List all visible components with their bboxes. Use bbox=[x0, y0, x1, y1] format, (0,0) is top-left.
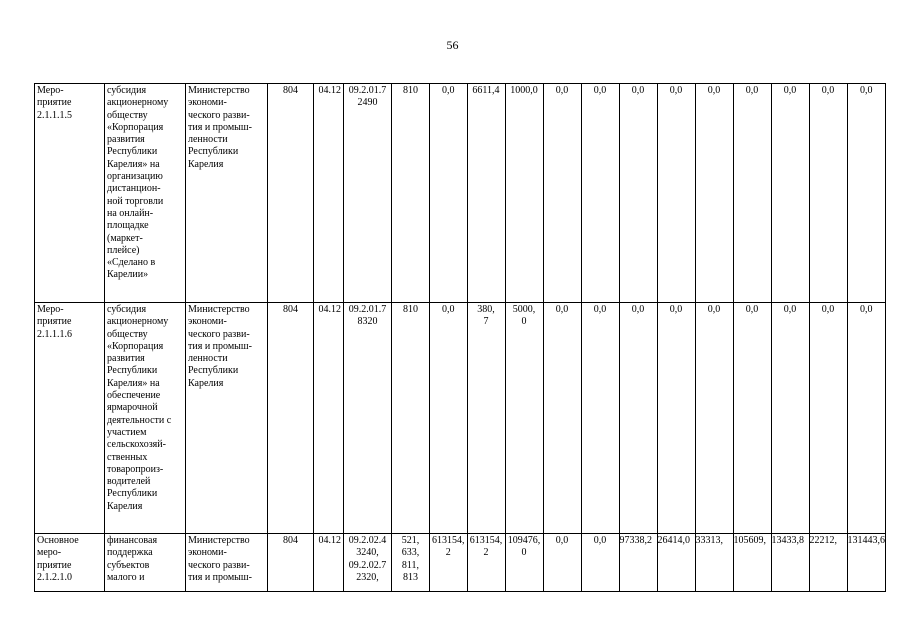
value-cell: 0,0 bbox=[809, 303, 847, 534]
responsible-cell: Министерство экономи- ческого разви- тия и промыш- bbox=[186, 534, 268, 592]
grbs-cell: 804 bbox=[268, 303, 314, 534]
event-description-cell: субсидия акционерному обществу «Корпорация развития Республики Карелия» на организацию дистанцион- ной торговли на онлайн- площадке (маркет- плейсе) «Сделано в Карелии» bbox=[105, 84, 186, 303]
value-cell: 0,0 bbox=[543, 84, 581, 303]
value-cell: 380, 7 bbox=[467, 303, 505, 534]
value-cell: 613154, 2 bbox=[467, 534, 505, 592]
value-cell: 13433,8 bbox=[771, 534, 809, 592]
value-cell: 0,0 bbox=[657, 303, 695, 534]
grbs-cell: 804 bbox=[268, 534, 314, 592]
value-cell: 0,0 bbox=[847, 84, 886, 303]
value-cell: 0,0 bbox=[581, 534, 619, 592]
expense-type-cell: 521, 633, 811, 813 bbox=[392, 534, 430, 592]
target-article-cell: 09.2.01.7 8320 bbox=[344, 303, 392, 534]
table-row bbox=[35, 303, 886, 534]
value-cell: 0,0 bbox=[430, 303, 468, 534]
event-code-cell: Основное меро- приятие 2.1.2.1.0 bbox=[35, 534, 105, 592]
expense-type-cell: 810 bbox=[392, 303, 430, 534]
value-cell: 0,0 bbox=[771, 84, 809, 303]
value-cell: 22212, bbox=[809, 534, 847, 592]
value-cell: 0,0 bbox=[809, 84, 847, 303]
budget-table bbox=[34, 83, 886, 592]
grbs-cell: 804 bbox=[268, 84, 314, 303]
value-cell: 0,0 bbox=[581, 303, 619, 534]
event-code-cell: Меро- приятие 2.1.1.1.6 bbox=[35, 303, 105, 534]
value-cell: 105609, bbox=[733, 534, 771, 592]
expense-type-cell: 810 bbox=[392, 84, 430, 303]
section-cell: 04.12 bbox=[314, 534, 344, 592]
value-cell: 0,0 bbox=[657, 84, 695, 303]
responsible-cell: Министерство экономи- ческого разви- тия и промыш- ленности Республики Карелия bbox=[186, 84, 268, 303]
event-code-cell: Меро- приятие 2.1.1.1.5 bbox=[35, 84, 105, 303]
value-cell: 0,0 bbox=[430, 84, 468, 303]
value-cell: 0,0 bbox=[733, 84, 771, 303]
value-cell: 0,0 bbox=[543, 534, 581, 592]
value-cell: 0,0 bbox=[733, 303, 771, 534]
page-number: 56 bbox=[446, 38, 459, 52]
responsible-cell: Министерство экономи- ческого разви- тия и промыш- ленности Республики Карелия bbox=[186, 303, 268, 534]
value-cell: 6611,4 bbox=[467, 84, 505, 303]
value-cell: 1000,0 bbox=[505, 84, 543, 303]
value-cell: 97338,2 bbox=[619, 534, 657, 592]
target-article-cell: 09.2.02.4 3240, 09.2.02.7 2320, bbox=[344, 534, 392, 592]
value-cell: 0,0 bbox=[543, 303, 581, 534]
table-row bbox=[35, 84, 886, 303]
target-article-cell: 09.2.01.7 2490 bbox=[344, 84, 392, 303]
value-cell: 0,0 bbox=[619, 303, 657, 534]
section-cell: 04.12 bbox=[314, 84, 344, 303]
value-cell: 0,0 bbox=[695, 84, 733, 303]
event-description-cell: финансовая поддержка субъектов малого и bbox=[105, 534, 186, 592]
value-cell: 131443,6 bbox=[847, 534, 886, 592]
value-cell: 0,0 bbox=[581, 84, 619, 303]
value-cell: 5000, 0 bbox=[505, 303, 543, 534]
value-cell: 109476, 0 bbox=[505, 534, 543, 592]
value-cell: 613154, 2 bbox=[430, 534, 468, 592]
value-cell: 26414,0 bbox=[657, 534, 695, 592]
table-row bbox=[35, 534, 886, 592]
value-cell: 33313, bbox=[695, 534, 733, 592]
value-cell: 0,0 bbox=[695, 303, 733, 534]
section-cell: 04.12 bbox=[314, 303, 344, 534]
value-cell: 0,0 bbox=[847, 303, 886, 534]
value-cell: 0,0 bbox=[619, 84, 657, 303]
event-description-cell: субсидия акционерному обществу «Корпорация развития Республики Карелия» на обеспечение ярмарочной деятельности с участием сельскохозяй- ственных товаропроиз- водителей Республики Карелия bbox=[105, 303, 186, 534]
value-cell: 0,0 bbox=[771, 303, 809, 534]
